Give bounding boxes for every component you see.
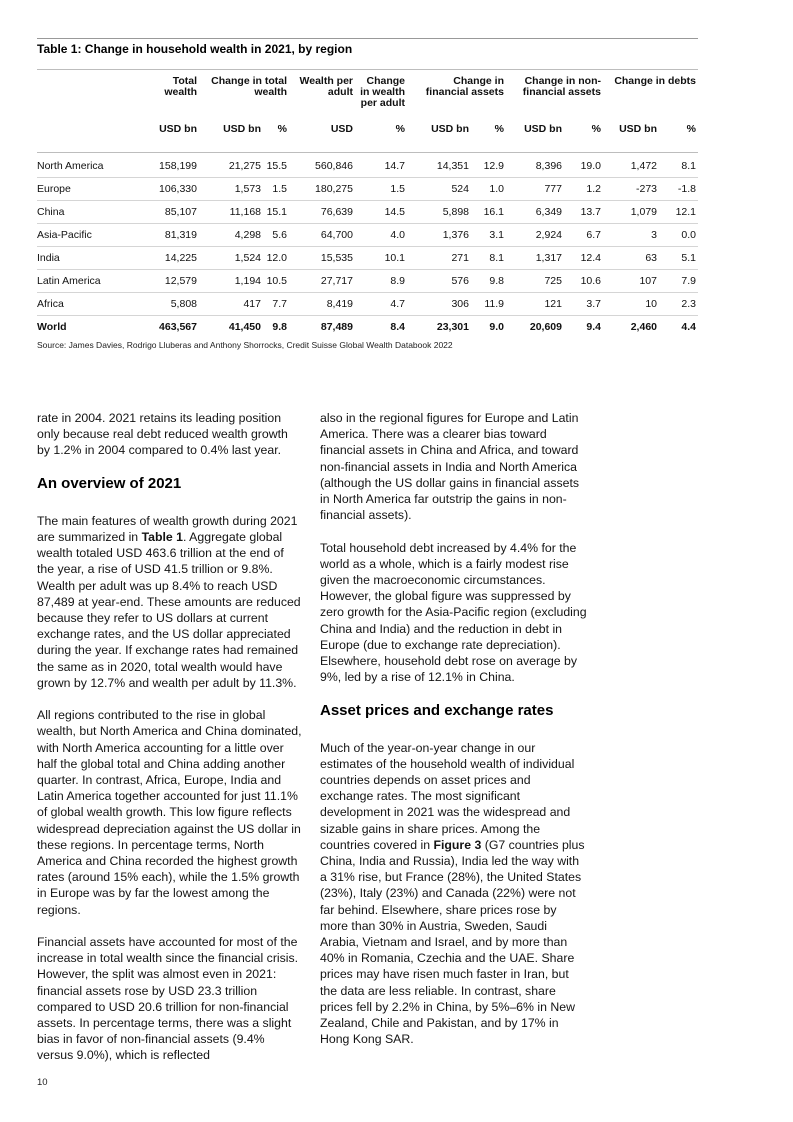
table-cell: 106,330 [145,178,199,201]
table-cell: 1,472 [603,153,659,178]
table-rule [37,69,698,70]
table-cell: 107 [603,270,659,293]
wealth-per-adult-header: Wealth per adult [299,75,353,98]
wealth-change-table [37,72,698,338]
table-cell: 1,079 [603,201,659,224]
unit-label: USD [330,123,353,135]
table-cell: 10.6 [564,270,603,293]
table-cell: 725 [506,270,564,293]
table-cell: 1,194 [199,270,263,293]
table-cell: 15.5 [263,153,289,178]
paragraph: also in the regional figures for Europe and Latin America. There was a clearer bias toward financial assets in China and Africa, and toward non-financial assets in India and North America (although the US dollar gains in financial assets in North America far outstrip the gains in non-financial assets). [320,411,580,523]
table-cell: 12.9 [471,153,506,178]
paragraph-text: . Aggregate global wealth totaled USD 463.6 trillion at the end of the year, a rise of USD 41.5 trillion or 9.8%. Wealth per adult was up 8.4% to reach USD 87,489 at year-end. These amounts are reduced because they refer to US dollars at current exchange rates, and the US dollar appreciated during the year. If exchange rates had remained the same as in 2020, total wealth would have grown by 12.7% and wealth per adult by 11.3%. [37,530,301,690]
table-cell: 4.4 [681,321,696,333]
table-title: Table 1: Change in household wealth in 2021, by region [37,42,353,56]
table-cell: 6,349 [506,201,564,224]
table-cell: 1.0 [471,178,506,201]
table-cell: 1,573 [199,178,263,201]
table-cell: 1,376 [407,224,471,247]
table-cell: 12.0 [263,247,289,270]
table-row [37,293,698,316]
table-cell: 10.5 [263,270,289,293]
table-cell: 10 [603,293,659,316]
unit-label: % [686,123,696,135]
table-cell: 560,846 [289,153,355,178]
table-cell: 1.5 [263,178,289,201]
table-cell: 13.7 [564,201,603,224]
table-cell: 14.5 [355,201,407,224]
table-cell: 180,275 [289,178,355,201]
unit-label: USD bn [223,123,261,135]
units-blank [37,120,145,153]
paragraph-text: (G7 countries plus China, India and Russia), India led the way with a 31% rise, but France (28%), the United States (23%), Italy (23%) and Canada (22%) were not far behind. Elsewhere, share prices rose by more than 30% in Austria, Sweden, Saudi Arabia, Vietnam and Israel, and by more than 40% in Romania, Czechia and the UAE. Share prices may have risen much faster in Iran, but the data are less reliable. In contrast, share prices fell by 2.2% in China, by 5%–6% in New Zealand, Chile and Pakistan, and by 17% in Hong Kong SAR. [320,837,585,1047]
table-cell: 1,524 [199,247,263,270]
table-cell: 14.7 [355,153,407,178]
paragraph: Total household debt increased by 4.4% for the world as a whole, which is a fairly modest rise given the macroeconomic circumstances. However, the global figure was suppressed by zero growth for the Asia-Pacific region (excluding China and India) and the reduction in debt in Europe (due to exchange rate depreciation). Elsewhere, household debt rose on average by 9%, led by a rise of 12.1% in China. [320,540,587,685]
table-cell: 463,567 [159,321,197,333]
table-cell: 3.1 [471,224,506,247]
region-name: Europe [37,178,145,201]
table-cell: 11.9 [471,293,506,316]
table-cell: 11,168 [199,201,263,224]
table-cell: 85,107 [145,201,199,224]
table-cell: 12.1 [659,201,698,224]
table-cell: 777 [506,178,564,201]
table-cell: 2,924 [506,224,564,247]
paragraph [37,513,304,691]
table-body [37,153,698,339]
table-cell: 2,460 [630,321,657,333]
table-cell: 1.5 [355,178,407,201]
table-cell: 8.1 [659,153,698,178]
table-cell: 41,450 [228,321,261,333]
table-row [37,201,698,224]
change-wealth-per-adult-header: Change in wealth per adult [360,75,405,109]
change-total-wealth-header: Change in total wealth [211,75,287,98]
paragraph-text: The main features of wealth growth during 2021 are summarized in [37,513,298,544]
table-source-note: Source: James Davies, Rodrigo Lluberas and Anthony Shorrocks, Credit Suisse Global Wealth Databook 2022 [37,340,453,350]
table-cell: 8,419 [289,293,355,316]
unit-label: USD bn [431,123,469,135]
table-cell: 15,535 [289,247,355,270]
table-row [37,316,698,339]
unit-label: % [395,123,405,135]
table-cell: 81,319 [145,224,199,247]
table-row [37,153,698,178]
region-name: North America [37,153,145,178]
section-heading: Asset prices and exchange rates [320,701,554,719]
table-cell: -273 [603,178,659,201]
table-cell: 21,275 [199,153,263,178]
section-heading: An overview of 2021 [37,474,182,492]
table-row [37,270,698,293]
table-cell: 4,298 [199,224,263,247]
region-name: Asia-Pacific [37,224,145,247]
table-cell: 8.9 [355,270,407,293]
paragraph-text: Much of the year-on-year change in our estimates of the household wealth of individual countries depends on asset prices and exchange rates. The most significant development in 2021 was the widespread and sizable gains in share prices. Among the countries covered in [320,740,575,852]
paragraph: All regions contributed to the rise in global wealth, but North America and China dominated, with North America accounting for a little over half the global total and China adding another quarter. In contrast, Africa, Europe, India and Latin America together accounted for just 11.1% of global wealth growth. This low figure reflects widespread depreciation against the US dollar in these regions. In percentage terms, North America and China recorded the highest growth rates (around 15% each), while the 1.5% growth in Europe was by far the lowest among the regions. [37,708,302,917]
table-cell: 14,351 [407,153,471,178]
table-cell: 158,199 [145,153,199,178]
table-cell: 1.2 [564,178,603,201]
table-cell: 19.0 [564,153,603,178]
paragraph [320,740,587,1048]
table-row [37,247,698,270]
body-column-right [320,410,587,1064]
table-cell: 5,808 [145,293,199,316]
table-cell: 7.7 [263,293,289,316]
region-name: India [37,247,145,270]
table-cell: -1.8 [659,178,698,201]
table-units-row [37,120,698,153]
table-row [37,224,698,247]
table-cell: 64,700 [289,224,355,247]
table-cell: 20,609 [529,321,562,333]
table-cell: 417 [199,293,263,316]
table-cell: 8.4 [390,321,405,333]
unit-label: USD bn [619,123,657,135]
table-cell: 9.8 [471,270,506,293]
table-cell: 1,317 [506,247,564,270]
table-cell: 0.0 [659,224,698,247]
table-cell: 306 [407,293,471,316]
unit-label: % [277,123,287,135]
unit-label: USD bn [524,123,562,135]
table-cell: 4.0 [355,224,407,247]
table-header-row [37,72,698,120]
region-header [37,72,145,120]
body-column-left [37,410,304,1080]
table-cell: 5,898 [407,201,471,224]
table-cell: 15.1 [263,201,289,224]
page-number: 10 [37,1077,48,1088]
table-cell: 271 [407,247,471,270]
table-row [37,178,698,201]
change-debts-header: Change in debts [614,75,696,87]
table-cell: 5.6 [263,224,289,247]
region-name: World [37,321,67,333]
table-cell: 23,301 [436,321,469,333]
table-reference: Table 1 [141,530,184,544]
table-cell: 576 [407,270,471,293]
table-cell: 121 [506,293,564,316]
table-cell: 2.3 [659,293,698,316]
table-cell: 3.7 [564,293,603,316]
table-cell: 8,396 [506,153,564,178]
region-name: China [37,201,145,224]
table-cell: 6.7 [564,224,603,247]
unit-label: % [494,123,504,135]
unit-label: USD bn [159,123,197,135]
table-cell: 524 [407,178,471,201]
total-wealth-header: Total wealth [164,75,197,98]
table-cell: 4.7 [355,293,407,316]
table-cell: 16.1 [471,201,506,224]
table-cell: 7.9 [659,270,698,293]
table-cell: 87,489 [320,321,353,333]
table-cell: 63 [603,247,659,270]
table-cell: 10.1 [355,247,407,270]
change-nonfinancial-assets-header: Change in non-financial assets [522,75,601,98]
table-cell: 76,639 [289,201,355,224]
paragraph: Financial assets have accounted for most of the increase in total wealth since the financial crisis. However, the split was almost even in 2021: financial assets rose by USD 23.3 trillion compared to USD 20.6 trillion for non-financial assets. In percentage terms, there was a slight bias in favor of non-financial assets (9.4% versus 9.0%), which is reflected [37,935,299,1063]
table-cell: 14,225 [145,247,199,270]
table-cell: 27,717 [289,270,355,293]
table-cell: 5.1 [659,247,698,270]
table-cell: 8.1 [471,247,506,270]
region-name: Africa [37,293,145,316]
table-cell: 3 [603,224,659,247]
table-cell: 9.8 [272,321,287,333]
table-cell: 9.4 [586,321,601,333]
region-name: Latin America [37,270,145,293]
table-cell: 12.4 [564,247,603,270]
unit-label: % [591,123,601,135]
paragraph: rate in 2004. 2021 retains its leading position only because real debt reduced wealth growth by 1.2% in 2004 compared to 0.4% last year. [37,411,288,458]
table-cell: 9.0 [489,321,504,333]
top-rule [37,38,698,39]
table-cell: 12,579 [145,270,199,293]
change-financial-assets-header: Change in financial assets [425,75,504,98]
figure-reference: Figure 3 [433,837,482,852]
